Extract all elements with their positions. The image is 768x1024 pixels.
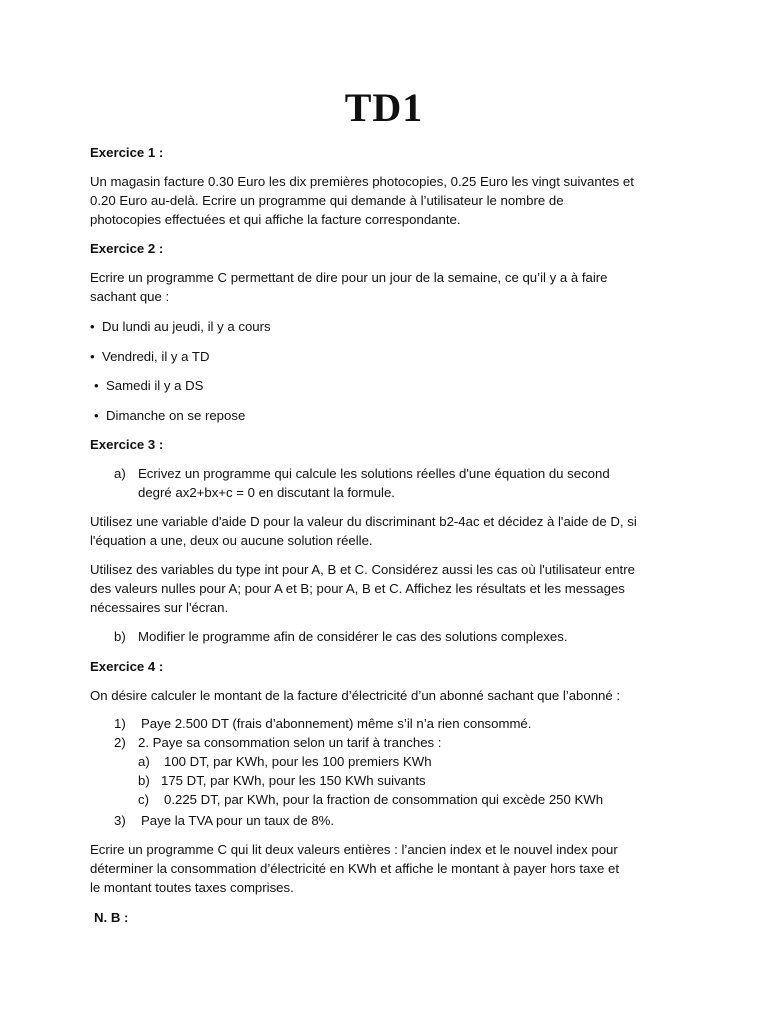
bullet-icon: • [90,349,95,364]
exercise-3-paragraph-line: l'équation a une, deux ou aucune solution réelle. [90,533,373,548]
exercise-3-item-a-line: degré ax2+bx+c = 0 en discutant la formule. [138,485,395,500]
bullet-icon: • [90,319,95,334]
exercise-3-paragraph-line: nécessaires sur l'écran. [90,600,229,615]
exercise-4-heading: Exercice 4 : [90,659,164,674]
exercise-2-line: sachant que : [90,289,170,304]
exercise-1-line: photocopies effectuées et qui affiche la facture correspondante. [90,212,461,227]
list-label: a) [114,466,126,481]
bullet-item: Samedi il y a DS [106,378,204,393]
exercise-4-subitem: 100 DT, par KWh, pour les 100 premiers KWh [164,754,432,769]
exercise-4-outro-line: déterminer la consommation d’électricité en KWh et affiche le montant à payer hors taxe et [90,861,619,876]
list-label: a) [138,754,150,769]
exercise-2-heading: Exercice 2 : [90,241,164,256]
bullet-item: Vendredi, il y a TD [102,349,210,364]
exercise-1-heading: Exercice 1 : [90,145,164,160]
bullet-item: Du lundi au jeudi, il y a cours [102,319,271,334]
list-label: b) [114,629,126,644]
exercise-3-paragraph-line: des valeurs nulles pour A; pour A et B; pour A, B et C. Affichez les résultats et les messages [90,581,625,596]
exercise-4-subitem: 0.225 DT, par KWh, pour la fraction de consommation qui excède 250 KWh [164,792,604,807]
exercise-4-item: Paye 2.500 DT (frais d’abonnement) même s’il n’a rien consommé. [141,716,532,731]
exercise-4-intro: On désire calculer le montant de la facture d’électricité d’un abonné sachant que l’abonné : [90,688,621,703]
exercise-1-line: Un magasin facture 0.30 Euro les dix premières photocopies, 0.25 Euro les vingt suivantes et [90,174,634,189]
exercise-1-line: 0.20 Euro au-delà. Ecrire un programme qui demande à l’utilisateur le nombre de [90,193,564,208]
bullet-icon: • [94,378,99,393]
exercise-2-line: Ecrire un programme C permettant de dire pour un jour de la semaine, ce qu’il y a à faire [90,270,608,285]
page-title: TD1 [344,85,424,130]
list-label: 1) [114,716,126,731]
exercise-4-item: Paye la TVA pour un taux de 8%. [141,813,335,828]
nb-label: N. B : [94,910,129,925]
list-label: b) [138,773,150,788]
exercise-3-item-b: Modifier le programme afin de considérer le cas des solutions complexes. [138,629,568,644]
exercise-4-outro-line: Ecrire un programme C qui lit deux valeurs entières : l’ancien index et le nouvel index pour [90,842,618,857]
exercise-4-outro-line: le montant toutes taxes comprises. [90,880,294,895]
exercise-3-heading: Exercice 3 : [90,437,164,452]
bullet-icon: • [94,408,99,423]
exercise-4-subitem: 175 DT, par KWh, pour les 150 KWh suivants [161,773,426,788]
list-label: 2) [114,735,126,750]
list-label: 3) [114,813,126,828]
exercise-4-item: 2. Paye sa consommation selon un tarif à tranches : [138,735,442,750]
exercise-3-item-a-line: Ecrivez un programme qui calcule les solutions réelles d'une équation du second [138,466,610,481]
exercise-3-paragraph-line: Utilisez des variables du type int pour A, B et C. Considérez aussi les cas où l'utilisateur entre [90,562,635,577]
bullet-item: Dimanche on se repose [106,408,246,423]
list-label: c) [138,792,149,807]
exercise-3-paragraph-line: Utilisez une variable d'aide D pour la valeur du discriminant b2-4ac et décidez à l'aide de D, si [90,514,637,529]
